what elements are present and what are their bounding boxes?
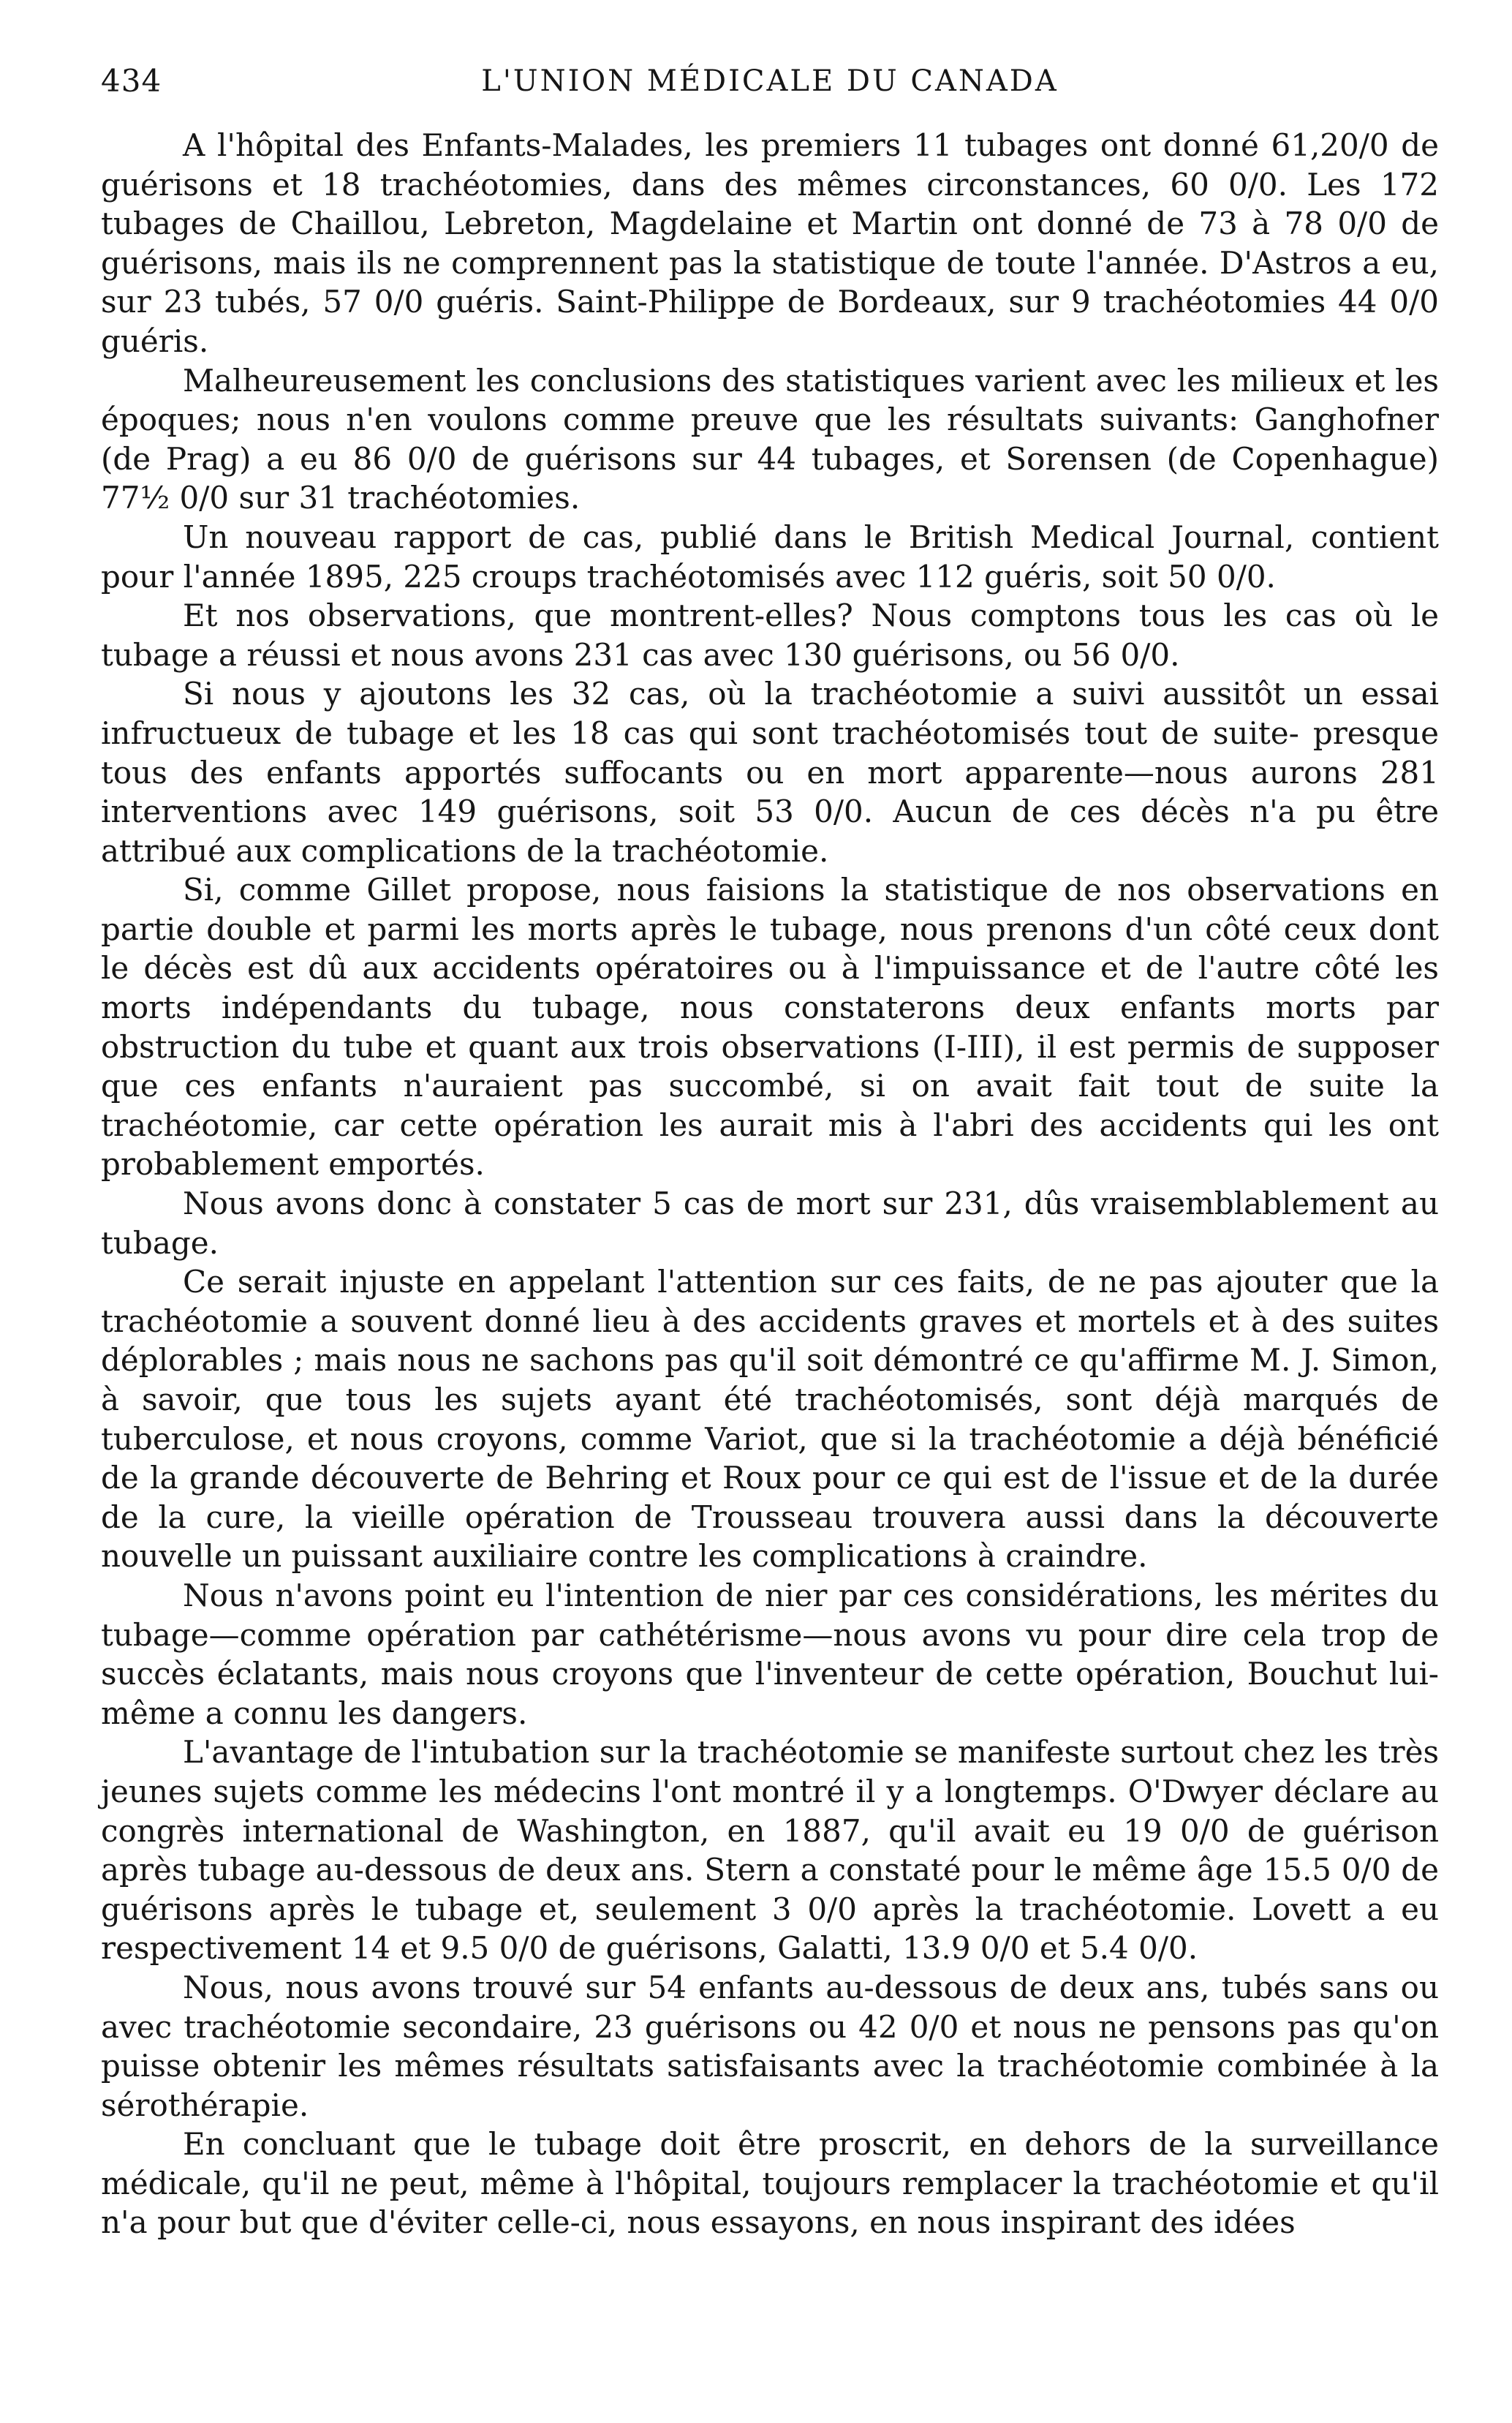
paragraph-young-subjects: L'avantage de l'intubation sur la trachéotomie se manifeste surtout chez les très jeunes sujets comme les médecins l'ont montré il y a longtemps. O'Dwyer déclare au congrès international de Washington, en 1887, qu'il avait eu 19 0/0 de guérison après tubage au-dessous de deux ans. Stern a constaté pour le même âge 15.5 0/0 de guérisons après le tubage et, seulement 3 0/0 après la trachéotomie. Lovett a eu respectivement 14 et 9.5 0/0 de guérisons, Galatti, 13.9 0/0 et 5.4 0/0. [101, 1734, 1439, 1967]
paragraph-combined-interventions: Si nous y ajoutons les 32 cas, où la trachéotomie a suivi aussitôt un essai infructueux de tubage et les 18 cas qui sont trachéotomisés tout de suite- presque tous des enfants apportés suffocants ou en mort apparente—nous aurons 281 interventions avec 149 guérisons, soit 53 0/0. Aucun de ces décès n'a pu être attribué aux complications de la trachéotomie. [101, 676, 1439, 869]
paragraph-under-two-years: Nous, nous avons trouvé sur 54 enfants au-dessous de deux ans, tubés sans ou avec trachéotomie secondaire, 23 guérisons ou 42 0/0 et nous ne pensons pas qu'on puisse obtenir les mêmes résultats satisfaisants avec la trachéotomie combinée à la sérothérapie. [101, 1969, 1439, 2123]
paragraph-tracheotomy-accidents: Ce serait injuste en appelant l'attention sur ces faits, de ne pas ajouter que la trachéotomie a souvent donné lieu à des accidents graves et mortels et à des suites déplorables ; mais nous ne sachons pas qu'il soit démontré ce qu'affirme M. J. Simon, à savoir, que tous les sujets ayant été trachéotomisés, sont déjà marqués de tuberculose, et nous croyons, comme Variot, que si la trachéotomie a déjà bénéficié de la grande découverte de Behring et Roux pour ce qui est de l'issue et de la durée de la cure, la vieille opération de Trousseau trouvera aussi dans la découverte nouvelle un puissant auxiliaire contre les complications à craindre. [101, 1264, 1439, 1575]
paragraph-british-medical-journal: Un nouveau rapport de cas, publié dans le British Medical Journal, contient pour l'année 1895, 225 croups trachéotomisés avec 112 guéris, soit 50 0/0. [101, 519, 1439, 595]
paragraph-our-observations: Et nos observations, que montrent-elles? Nous comptons tous les cas où le tubage a réussi et nous avons 231 cas avec 130 guérisons, ou 56 0/0. [101, 598, 1439, 673]
paragraph-deaths-due-to-tubage: Nous avons donc à constater 5 cas de mort sur 231, dûs vraisemblablement au tubage. [101, 1186, 1439, 1261]
running-header [101, 63, 1439, 107]
paragraph-varying-conclusions: Malheureusement les conclusions des statistiques varient avec les milieux et les époques; nous n'en voulons comme preuve que les résultats suivants: Ganghofner (de Prag) a eu 86 0/0 de guérisons sur 44 tubages, et Sorensen (de Copenhague) 77½ 0/0 sur 31 trachéotomies. [101, 362, 1439, 516]
paragraph-conclusion: En concluant que le tubage doit être proscrit, en dehors de la surveillance médicale, qu'il ne peut, même à l'hôpital, toujours remplacer la trachéotomie et qu'il n'a pour but que d'éviter celle-ci, nous essayons, en nous inspirant des idées [101, 2126, 1439, 2241]
paragraph-gillet-statistics: Si, comme Gillet propose, nous faisions la statistique de nos observations en partie double et parmi les morts après le tubage, nous prenons d'un côté ceux dont le décès est dû aux accidents opératoires ou à l'impuissance et de l'autre côté les morts indépendants du tubage, nous constaterons deux enfants morts par obstruction du tube et quant aux trois observations (I-III), il est permis de supposer que ces enfants n'auraient pas succombé, si on avait fait tout de suite la trachéotomie, car cette opération les aurait mis à l'abri des accidents qui les ont probablement emportés. [101, 872, 1439, 1183]
page-number: 434 [101, 63, 162, 99]
body-text [101, 126, 1439, 2242]
journal-title: L'UNION MÉDICALE DU CANADA [481, 64, 1059, 98]
paragraph-hospital-statistics: A l'hôpital des Enfants-Malades, les premiers 11 tubages ont donné 61,20/0 de guérisons et 18 trachéotomies, dans des mêmes circonstances, 60 0/0. Les 172 tubages de Chaillou, Lebreton, Magdelaine et Martin ont donné de 73 à 78 0/0 de guérisons, mais ils ne comprennent pas la statistique de toute l'année. D'Astros a eu, sur 23 tubés, 57 0/0 guéris. Saint-Philippe de Bordeaux, sur 9 trachéotomies 44 0/0 guéris. [101, 127, 1439, 359]
paragraph-merits-of-tubage: Nous n'avons point eu l'intention de nier par ces considérations, les mérites du tubage—comme opération par cathétérisme—nous avons vu pour dire cela trop de succès éclatants, mais nous croyons que l'inventeur de cette opération, Bouchut lui-même a connu les dangers. [101, 1577, 1439, 1731]
